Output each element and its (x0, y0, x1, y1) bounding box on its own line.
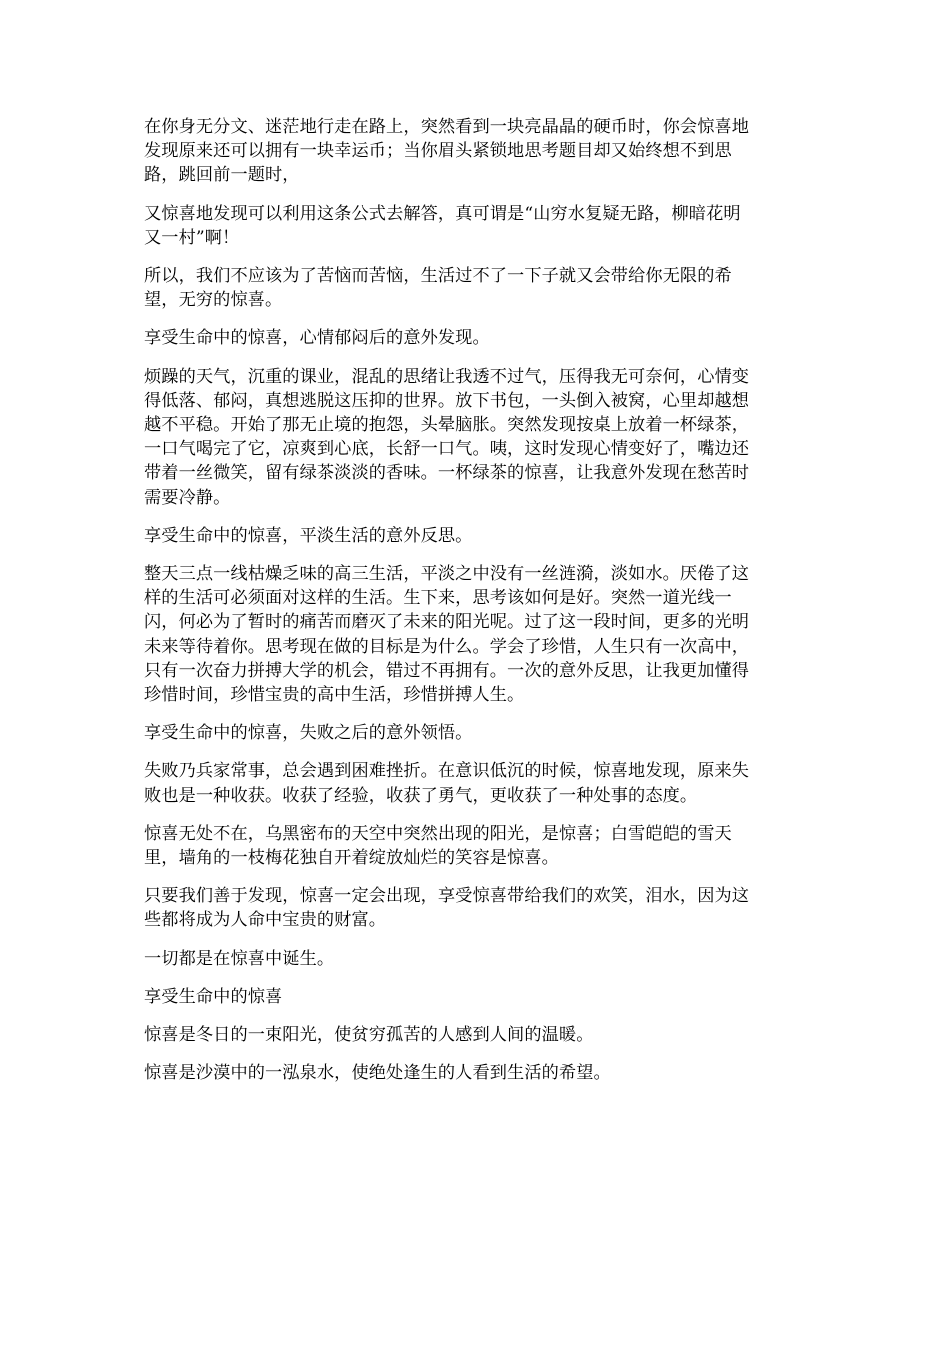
paragraph-8: 只要我们善于发现，惊喜一定会出现，享受惊喜带给我们的欢笑，泪水，因为这些都将成为人命中宝贵的财富。 (144, 886, 750, 931)
section-heading-1: 享受生命中的惊喜，心情郁闷后的意外发现。 (144, 328, 490, 349)
section-heading-3: 享受生命中的惊喜，失败之后的意外领悟。 (144, 723, 473, 744)
paragraph-11: 惊喜是沙漠中的一泓泉水，使绝处逢生的人看到生活的希望。 (144, 1063, 611, 1084)
document-body (144, 115, 754, 1100)
paragraph-5: 整天三点一线枯燥乏味的高三生活，平淡之中没有一丝涟漪，淡如水。厌倦了这样的生活可必须面对这样的生活。生下来，思考该如何是好。突然一道光线一闪，何必为了暂时的痛苦而磨灭了未来的阳光呢。过了这一段时间，更多的光明未来等待着你。思考现在做的目标是为什么。学会了珍惜，人生只有一次高中，只有一次奋力拼搏大学的机会，错过不再拥有。一次的意外反思，让我更加懂得珍惜时间，珍惜宝贵的高中生活，珍惜拼搏人生。 (144, 564, 750, 706)
paragraph-10: 惊喜是冬日的一束阳光，使贫穷孤苦的人感到人间的温暖。 (144, 1025, 594, 1046)
paragraph-6: 失败乃兵家常事，总会遇到困难挫折。在意识低沉的时候，惊喜地发现，原来失败也是一种收获。收获了经验，收获了勇气，更收获了一种处事的态度。 (144, 761, 750, 806)
paragraph-7: 惊喜无处不在，乌黑密布的天空中突然出现的阳光，是惊喜；白雪皑皑的雪天里，墙角的一枝梅花独自开着绽放灿烂的笑容是惊喜。 (144, 823, 732, 869)
section-heading-2: 享受生命中的惊喜，平淡生活的意外反思。 (144, 525, 473, 546)
paragraph-1: 在你身无分文、迷茫地行走在路上，突然看到一块亮晶晶的硬币时，你会惊喜地发现原来还可以拥有一块幸运币；当你眉头紧锁地思考题目却又始终想不到思路，跳回前一题时， (144, 117, 750, 186)
paragraph-2: 又惊喜地发现可以利用这条公式去解答，真可谓是“山穷水复疑无路，柳暗花明又一村”啊！ (144, 203, 741, 248)
paragraph-4: 烦躁的天气，沉重的课业，混乱的思绪让我透不过气，压得我无可奈何，心情变得低落、郁闷，真想逃脱这压抑的世界。放下书包，一头倒入被窝，心里却越想越不平稳。开始了那无止境的抱怨，头晕脑胀。突然发现按桌上放着一杯绿茶，一口气喝完了它，凉爽到心底，长舒一口气。咦，这时发现心情变好了，嘴边还带着一丝微笑，留有绿茶淡淡的香味。一杯绿茶的惊喜，让我意外发现在愁苦时需要冷静。 (144, 366, 750, 508)
section-heading-4: 享受生命中的惊喜 (144, 986, 283, 1007)
paragraph-9: 一切都是在惊喜中诞生。 (144, 948, 335, 969)
paragraph-3: 所以，我们不应该为了苦恼而苦恼，生活过不了一下子就又会带给你无限的希望，无穷的惊喜。 (144, 266, 732, 311)
